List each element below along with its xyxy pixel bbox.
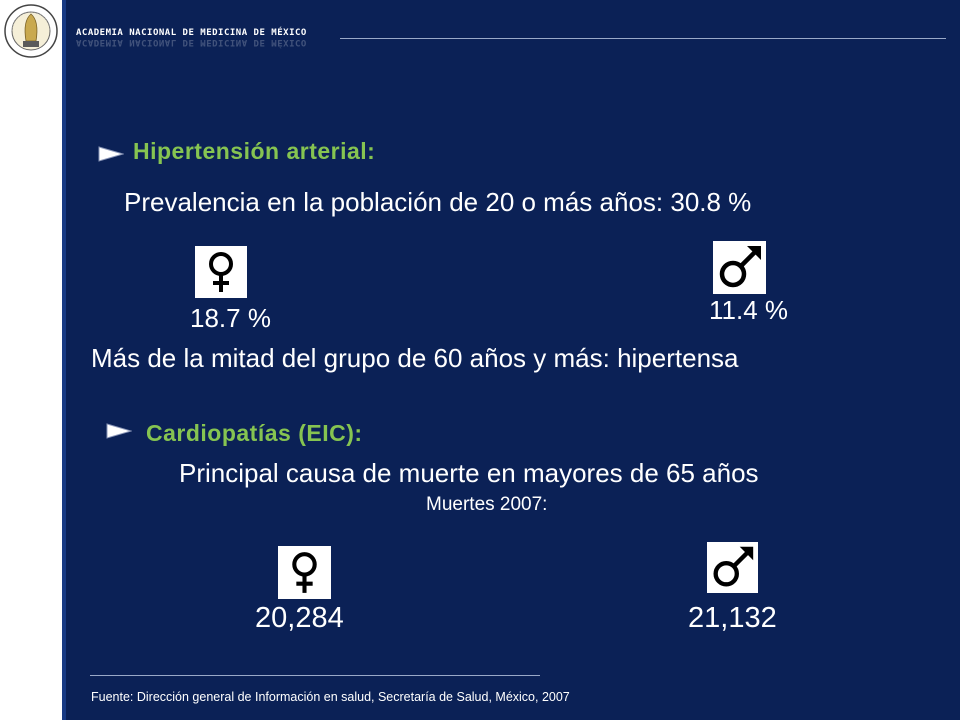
sidebar-divider (62, 0, 66, 720)
male-symbol-icon (707, 542, 758, 593)
arrow-bullet-icon (106, 423, 132, 439)
hypertension-heading: Hipertensión arterial: (133, 138, 376, 164)
female-symbol-icon (195, 246, 247, 298)
header-title-reflection: ACADEMIA NACIONAL DE MEDICINA DE MÉXICO (76, 37, 307, 47)
female-deaths-value: 20,284 (255, 602, 344, 634)
deaths-label: Muertes 2007: (426, 494, 548, 515)
prevalence-text: Prevalencia en la población de 20 o más años: 30.8 % (124, 187, 752, 217)
footer-source: Fuente: Dirección general de Información en salud, Secretaría de Salud, México, 2007 (91, 690, 570, 704)
cardiopathy-heading: Cardiopatías (EIC): (146, 420, 363, 446)
male-symbol-icon (713, 241, 766, 294)
academy-seal-icon (3, 3, 59, 59)
left-sidebar (0, 0, 62, 720)
header-title: ACADEMIA NACIONAL DE MEDICINA DE MÉXICO (76, 28, 307, 38)
arrow-bullet-icon (98, 146, 124, 162)
male-deaths-value: 21,132 (688, 602, 777, 634)
female-hypertension-value: 18.7 % (190, 303, 271, 333)
elderly-hypertension-note: Más de la mitad del grupo de 60 años y más: hipertensa (91, 343, 739, 373)
header-rule (340, 38, 946, 39)
cardiopathy-statement: Principal causa de muerte en mayores de 65 años (179, 458, 759, 488)
male-hypertension-value: 11.4 % (709, 295, 789, 325)
female-symbol-icon (278, 546, 331, 599)
footer-rule (90, 675, 540, 676)
